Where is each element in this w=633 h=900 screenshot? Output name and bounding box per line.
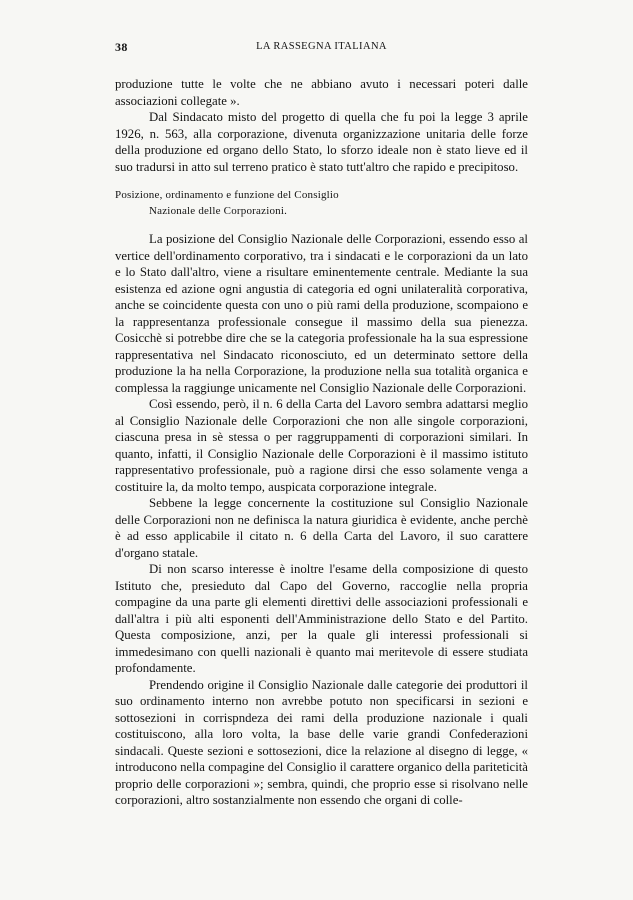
paragraph: Così essendo, però, il n. 6 della Carta del Lavoro sembra adattarsi meglio al Consiglio Nazionale delle Corporazioni che non alle singole corporazioni, ciascuna presa in sè stessa o per raggruppamenti di corporazioni similari. In quanto, infatti, il Consiglio Nazionale delle Corporazioni è il massimo istituto rappresentativo professionale, può a ragione dirsi che esso solamente venga a costituire la, da molto tempo, auspicata corporazione integrale.	[115, 397, 528, 494]
section-heading	[115, 187, 528, 219]
paragraph: Prendendo origine il Consiglio Nazionale dalle categorie dei produttori il suo ordinamento interno non avrebbe potuto non specificarsi in sezioni e sottosezioni in corrispndeza dei rami della produzione nazionale i quali costituiscono, alla loro volta, la base delle varie grandi Confederazioni sindacali. Queste sezioni e sottosezioni, dice la relazione al disegno di legge, « introducono nella compagine del Consiglio il carattere organico della pariteticità proprio delle corporazioni »; sembra, quindi, che proprio esse si risolvano nelle corporazioni, altro sostanzialmente non essendo che organi di colle-	[115, 677, 528, 807]
page-header	[115, 40, 528, 56]
section-heading-line: Posizione, ordinamento e funzione del Consiglio	[115, 189, 339, 201]
paragraph: Sebbene la legge concernente la costituzione sul Consiglio Nazionale delle Corporazioni non ne definisca la natura giuridica è evidente, anche perchè è ad esso applicabile il citato n. 6 della Carta del Lavoro, il suo carattere d'organo statale.	[115, 496, 528, 560]
paragraph: Di non scarso interesse è inoltre l'esame della composizione di questo Istituto che, presieduto dal Capo del Governo, raccoglie nella propria compagine da una parte gli elementi direttivi delle associazioni professionali e dall'altra i più alti esponenti dell'Amministrazione dello Stato e del Partito. Questa composizione, anzi, per la quale gli interessi professionali si immedesimano con quelli nazionali è quanto mai meritevole di essere studiata profondamente.	[115, 562, 528, 675]
paragraph: La posizione del Consiglio Nazionale delle Corporazioni, essendo esso al vertice dell'ordinamento corporativo, tra i sindacati e le corporazioni da un lato e lo Stato dall'altro, viene a risultare eminentemente centrale. Mediante la sua esistenza ed azione ogni angustia di categoria ed ogni unilateralità corporativa, anche se coincidente questa con uno o più rami della produzione, scompaiono e la rappresentanza professionale consegue il massimo della sua pienezza. Cosicchè si potrebbe dire che se la categoria professionale ha la sua espressione rappresentativa nel Sindacato riconosciuto, ed un determinato settore della produzione la ha nella Corporazione, la produzione nella sua totalità organica e complessa la raggiunge unicamente nel Consiglio Nazionale delle Corporazioni.	[115, 232, 528, 395]
paragraph: Dal Sindacato misto del progetto di quella che fu poi la legge 3 aprile 1926, n. 563, alla corporazione, divenuta organizzazione unitaria delle forze della produzione ed organo dello Stato, lo sforzo ideale non è stato lieve ed il suo tradursi in atto sul terreno pratico è stato tutt'altro che rapido e precipitoso.	[115, 110, 528, 174]
page-number: 38	[115, 40, 128, 54]
paragraph-continuation: produzione tutte le volte che ne abbiano avuto i necessari poteri dalle associazioni collegate ».	[115, 77, 528, 108]
page-body	[115, 76, 528, 809]
running-title: LA RASSEGNA ITALIANA	[256, 41, 387, 52]
section-heading-line: Nazionale delle Corporazioni.	[149, 205, 288, 217]
